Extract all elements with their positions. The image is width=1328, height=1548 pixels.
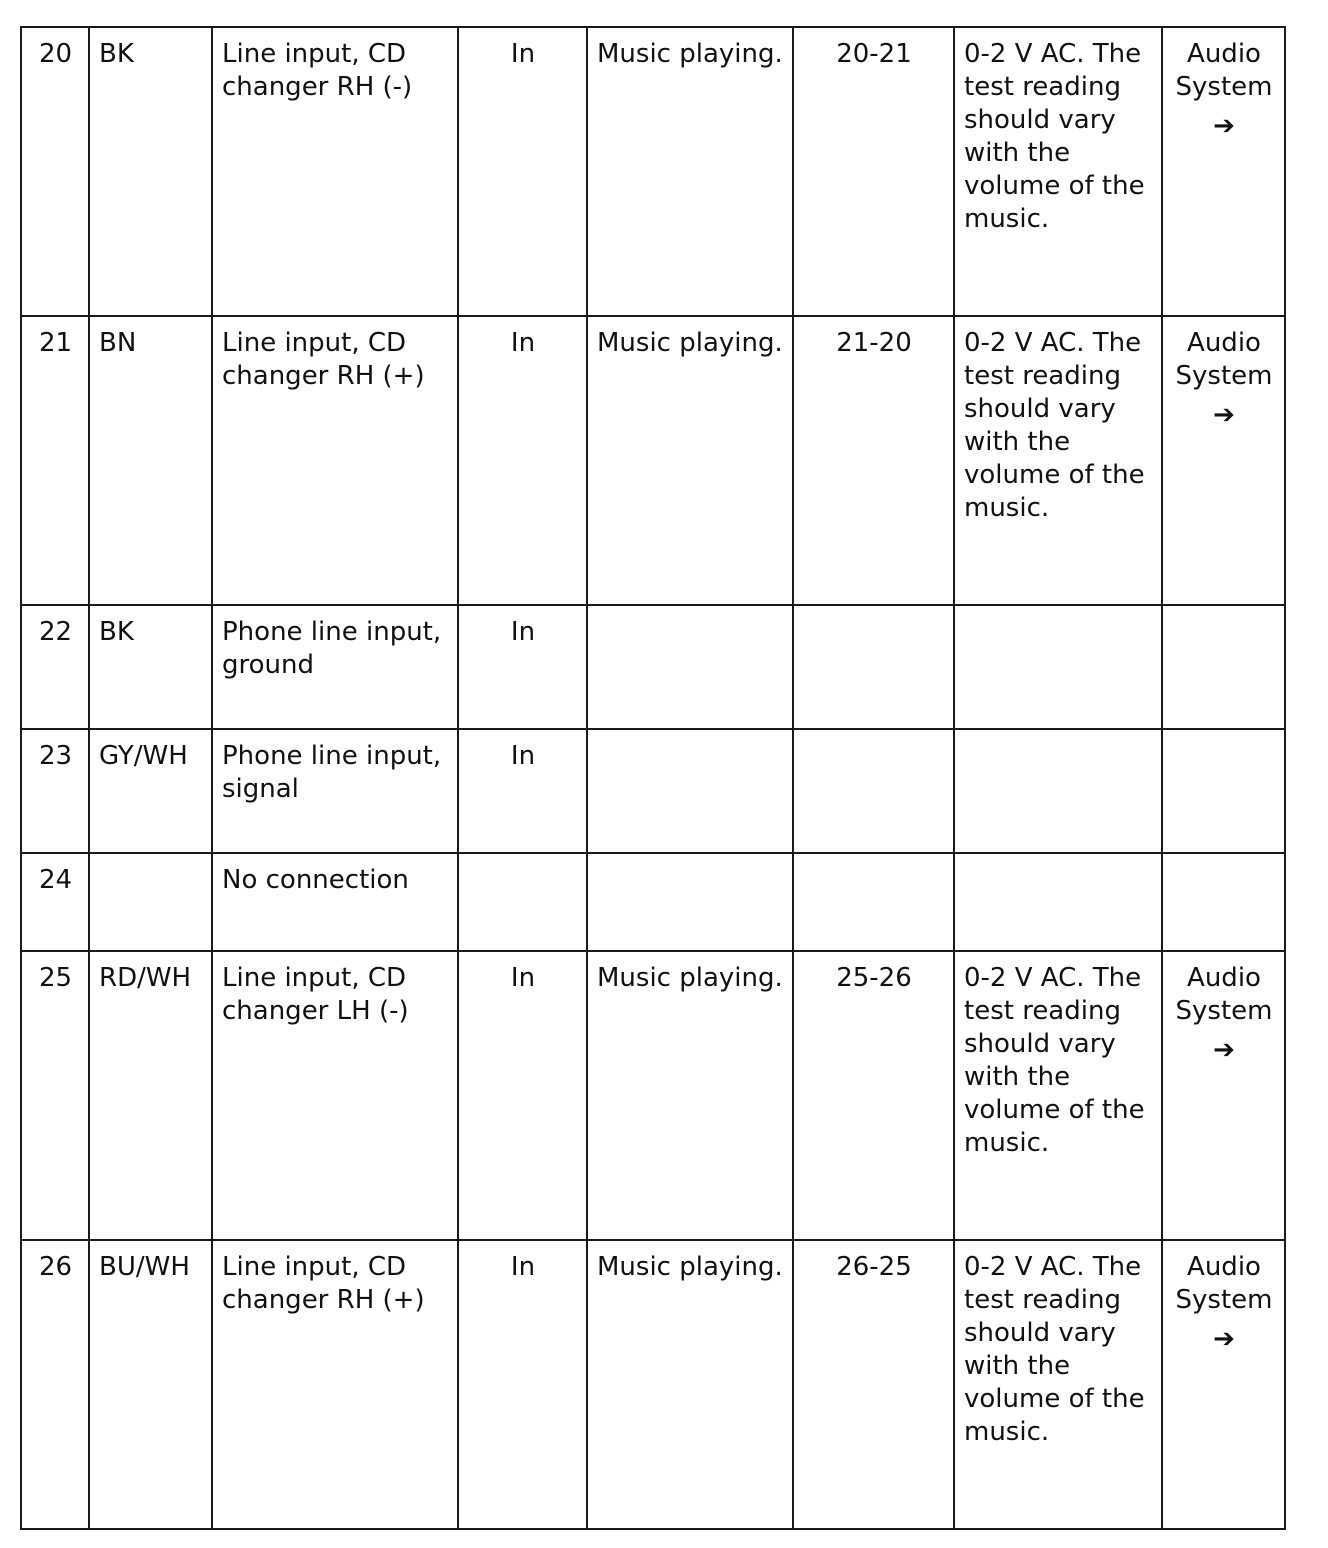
right-arrow-icon[interactable]: ➔: [1213, 1324, 1235, 1354]
table-row: [21, 1240, 1285, 1529]
pin-description: Phone line input, ground: [212, 605, 458, 729]
table-row: [21, 316, 1285, 605]
right-arrow-icon[interactable]: ➔: [1213, 400, 1235, 430]
wire-color: RD/WH: [89, 951, 212, 1240]
test-condition: Music playing.: [587, 951, 793, 1240]
test-terminals: 20-21: [793, 27, 954, 316]
test-condition: [587, 853, 793, 951]
wire-color: BK: [89, 605, 212, 729]
expected-value: 0-2 V AC. The test reading should vary with the volume of the music.: [954, 1240, 1162, 1529]
right-arrow-icon[interactable]: ➔: [1213, 111, 1235, 141]
wire-color: BU/WH: [89, 1240, 212, 1529]
pin-number: 21: [21, 316, 89, 605]
audio-system-link[interactable]: [1162, 951, 1285, 1240]
expected-value: [954, 605, 1162, 729]
pin-number: 26: [21, 1240, 89, 1529]
test-terminals: 21-20: [793, 316, 954, 605]
pin-number: 25: [21, 951, 89, 1240]
wire-color: GY/WH: [89, 729, 212, 853]
pin-number: 23: [21, 729, 89, 853]
pin-description: Line input, CD changer RH (+): [212, 1240, 458, 1529]
signal-direction: In: [458, 27, 587, 316]
expected-value: [954, 853, 1162, 951]
table-row: [21, 853, 1285, 951]
audio-system-link[interactable]: [1162, 316, 1285, 605]
test-condition: [587, 729, 793, 853]
test-terminals: [793, 853, 954, 951]
pin-table: [20, 26, 1286, 1530]
pin-description: Line input, CD changer RH (-): [212, 27, 458, 316]
wire-color: [89, 853, 212, 951]
signal-direction: In: [458, 729, 587, 853]
expected-value: 0-2 V AC. The test reading should vary with the volume of the music.: [954, 951, 1162, 1240]
table-row: [21, 27, 1285, 316]
link-label: Audio System: [1175, 39, 1273, 102]
link-cell: [1162, 605, 1285, 729]
expected-value: [954, 729, 1162, 853]
signal-direction: In: [458, 1240, 587, 1529]
link-cell: [1162, 729, 1285, 853]
wire-color: BK: [89, 27, 212, 316]
test-terminals: [793, 605, 954, 729]
table-row: [21, 951, 1285, 1240]
test-terminals: [793, 729, 954, 853]
pin-description: Line input, CD changer RH (+): [212, 316, 458, 605]
link-cell: [1162, 853, 1285, 951]
test-condition: Music playing.: [587, 316, 793, 605]
table-row: [21, 605, 1285, 729]
test-terminals: 25-26: [793, 951, 954, 1240]
expected-value: 0-2 V AC. The test reading should vary with the volume of the music.: [954, 316, 1162, 605]
signal-direction: [458, 853, 587, 951]
signal-direction: In: [458, 951, 587, 1240]
link-label: Audio System: [1175, 1252, 1273, 1315]
link-label: Audio System: [1175, 328, 1273, 391]
test-condition: Music playing.: [587, 1240, 793, 1529]
table-row: [21, 729, 1285, 853]
pin-description: No connection: [212, 853, 458, 951]
pin-description: Line input, CD changer LH (-): [212, 951, 458, 1240]
test-terminals: 26-25: [793, 1240, 954, 1529]
right-arrow-icon[interactable]: ➔: [1213, 1035, 1235, 1065]
audio-system-link[interactable]: [1162, 1240, 1285, 1529]
audio-system-link[interactable]: [1162, 27, 1285, 316]
test-condition: Music playing.: [587, 27, 793, 316]
pin-description: Phone line input, signal: [212, 729, 458, 853]
test-condition: [587, 605, 793, 729]
wire-color: BN: [89, 316, 212, 605]
signal-direction: In: [458, 605, 587, 729]
pin-number: 22: [21, 605, 89, 729]
pin-number: 24: [21, 853, 89, 951]
expected-value: 0-2 V AC. The test reading should vary with the volume of the music.: [954, 27, 1162, 316]
link-label: Audio System: [1175, 963, 1273, 1026]
signal-direction: In: [458, 316, 587, 605]
pin-number: 20: [21, 27, 89, 316]
